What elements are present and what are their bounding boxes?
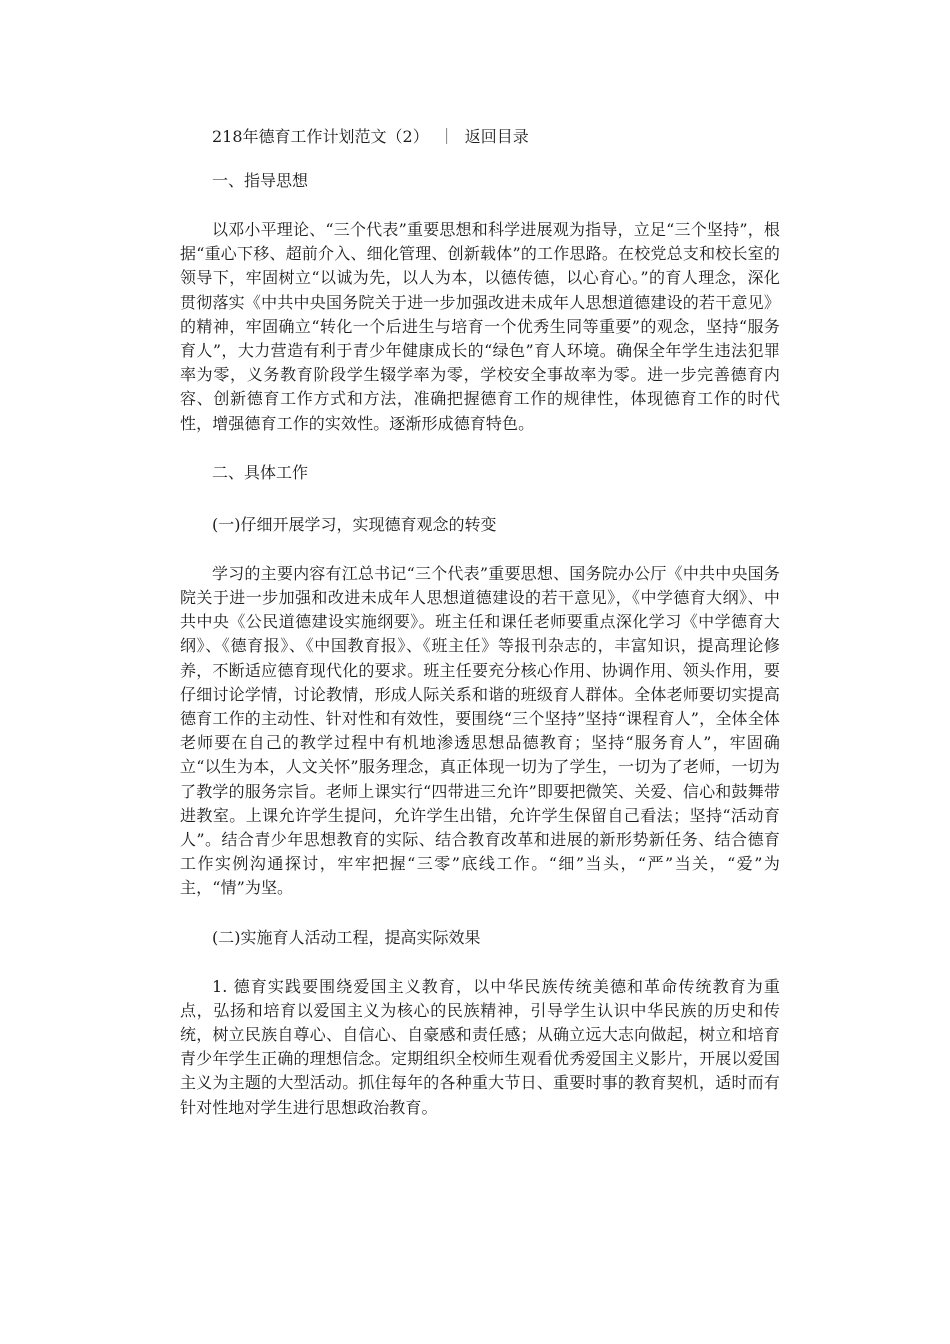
section-heading-specific-work: 二、具体工作 [212, 462, 309, 482]
paragraph-patriotic-education: 1. 德育实践要围绕爱国主义教育，以中华民族传统美德和革命传统教育为重点，弘扬和培育以爱国主义为核心的民族精神，引导学生认识中华民族的历史和传统，树立民族自尊心、自信心、自豪感和责任感；从确立远大志向做起，树立和培育青少年学生正确的理想信念。定期组织全校师生观看优秀爱国主义影片，开展以爱国主义为主题的大型活动。抓住每年的各种重大节日、重要时事的教育契机，适时而有针对性地对学生进行思想政治教育。 [180, 976, 780, 1117]
title-line [212, 122, 780, 152]
paragraph-study: 学习的主要内容有江总书记“三个代表”重要思想、国务院办公厅《中共中央国务院关于进一步加强和改进未成年人思想道德建设的若干意见》，《中学德育大纲》、中共中央《公民道德建设实施纲要》。班主任和课任老师要重点深化学习《中学德育大纲》、《德育报》、《中国教育报》、《班主任》等报刊杂志的，丰富知识，提高理论修养，不断适应德育现代化的要求。班主任要充分核心作用、协调作用、领头作用，要仔细讨论学情，讨论教情，形成人际关系和谐的班级育人群体。全体老师要切实提高德育工作的主动性、针对性和有效性，要围绕“三个坚持”坚持“课程育人”，全体全体老师要在自己的教学过程中有机地渗透思想品德教育；坚持“服务育人”，牢固确立“以生为本，人文关怀”服务理念，真正体现一切为了学生，一切为了老师，一切为了教学的服务宗旨。老师上课实行“四带进三允许”即要把微笑、关爱、信心和鼓舞带进教室。上课允许学生提问，允许学生出错，允许学生保留自己看法；坚持“活动育人”。结合青少年思想教育的实际、结合教育改革和进展的新形势新任务、结合德育工作实例沟通探讨，牢牢把握“三零”底线工作。“细”当头，“严”当关，“爱”为主，“情”为坚。 [180, 563, 780, 898]
title-separator: ｜ [438, 127, 455, 146]
back-to-contents-link[interactable]: 返回目录 [464, 127, 529, 146]
subsection-heading-activities: (二)实施育人活动工程，提高实际效果 [212, 927, 481, 947]
document-body [180, 122, 780, 1142]
section-heading-guiding-thought: 一、指导思想 [212, 171, 309, 190]
document-title: 218年德育工作计划范文（2） [212, 127, 429, 146]
paragraph-guiding-thought: 以邓小平理论、“三个代表”重要思想和科学进展观为指导，立足“三个坚持”，根据“重心下移、超前介入、细化管理、创新载体”的工作思路。在校党总支和校长室的领导下，牢固树立“以诚为先，以人为本，以德传德，以心育心。”的育人理念，深化贯彻落实《中共中央国务院关于进一步加强改进未成年人思想道德建设的若干意见》的精神，牢固确立“转化一个后进生与培育一个优秀生同等重要”的观念，坚持“服务育人”，大力营造有利于青少年健康成长的“绿色”育人环境。确保全年学生违法犯罪率为零，义务教育阶段学生辍学率为零，学校安全事故率为零。进一步完善德育内容、创新德育工作方式和方法，准确把握德育工作的规律性，体现德育工作的时代性，增强德育工作的实效性。逐渐形成德育特色。 [180, 220, 780, 433]
subsection-heading-study: (一)仔细开展学习，实现德育观念的转变 [212, 514, 497, 534]
